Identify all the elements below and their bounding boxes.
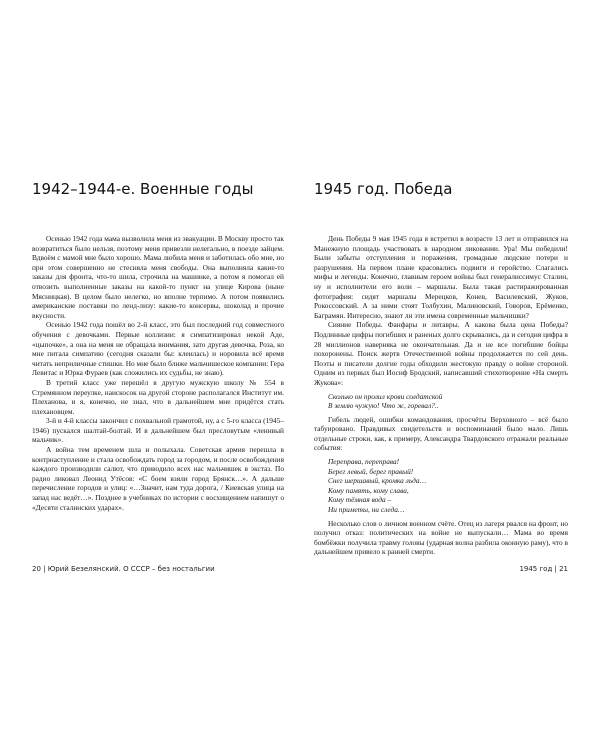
poem-line: Кому память, кому слава, <box>328 485 409 495</box>
paragraph: Сияние Победы. Фанфары и литавры. А какова была цена Победы? Подлинные цифры погибших и раненых долго скрывались, да и сегодня цифра в 28 миллионов наверняка не окончательная. Да и не все погибшие бойцы похоронены. Поиск жертв Отечественной войны продолжается по сей день. Поэты и писатели долгие годы обходили жестокую правду о войне стороной. Одним из первых был Иосиф Бродский, написавший стихотворение «На смерть Жукова»: <box>314 320 568 387</box>
paragraph: Осенью 1942 года пошёл во 2-й класс, это был последний год совместного обучения с девочками. Первые коллизии: я симпатизировал некой Аде, «цыпочке», а она на меня не обращала внимания, зато другая девочка, Роза, ко мне питала симпатию (сегодня сказали бы: клеилась) и норовила всё время читать неприличные стишки. Но мне было ближе мальчишеское компании: Гера Левитас и Юрка Фураев (как сложились их судьбы, не знаю). <box>32 320 284 378</box>
right-body-text <box>314 234 568 557</box>
poem-line: В землю чужую! Что ж, горевал?.. <box>328 401 439 411</box>
paragraph: Гибель людей, ошибки командования, просчёты Верховного – всё было табуировано. Правдивых свидетельств и воспоминаний было мало. Лишь отдельные строки, как, к примеру, Александра Твардовского отражали реальные события: <box>314 414 568 453</box>
left-body-text <box>32 234 284 512</box>
footer-right: 1945 год | 21 <box>519 565 568 573</box>
chapter-title-right: 1945 год. Победа <box>314 180 453 198</box>
paragraph: Несколько слов о личном военном счёте. Отец из лагеря рвался на фронт, но получил отказ: политических на войне не выпускали… Мама во время бомбёжки получила травму головы (ударная волна разбила оконную раму), что в дальнейшем привело к ранней смерти. <box>314 518 568 557</box>
chapter-title-left: 1942–1944-е. Военные годы <box>32 180 254 198</box>
paragraph: А война тем временем шла и полыхала. Советская армия перешла в контрнаступление и стала освобождать город за городом, и после освобождения каждого производили салют, что приводило всех нас мальчишек в экстаз. По радио ликовал Леонид Утёсов: «С боем взяли город Брянск…». А дальше перечисление городов и улиц: «…Значит, нам туда дорога, / Киевская улица на запад нас ведёт…». Позднее в учебниках по истории с восхищением напишут о «Десяти сталинских ударах». <box>32 445 284 512</box>
poem-line: Кому тёмная вода – <box>328 495 392 505</box>
paragraph: Осенью 1942 года мама вызволила меня из эвакуации. В Москву просто так возвратиться было нельзя, поэтому меня привезли нелегально, в поезде зайцем. Вдвоём с мамой мне было хорошо. Мама любила меня и заботилась обо мне, но при этом совершенно не стесняла меня свободы. Она выполняла какие-то заказы для фронта, что-то шила, строчила на машинке, а потом я помогал ей отвозить выполненные заказы на какой-то пункт на улице Кирова (ныне Мясницкая). В целом было нелегко, но вполне терпимо. А потом появились американские поставки по ленд-лизу: какие-то консервы, шоколад и прочие вкусности. <box>32 234 284 320</box>
poem-line: Берег левый, берег правый! <box>328 466 414 476</box>
right-page <box>300 0 600 750</box>
paragraph: 3-й и 4-й классы закончил с похвальной грамотой, ну, а с 5-го класса (1945–1946) пускался шалтай-болтай. И в дальнейшем был пресловутым «ленивый мальчик». <box>32 416 284 445</box>
paragraph: В третий класс уже перешёл в другую мужскую школу № 554 в Стремянном переулке, наискосок на другой стороне располагался Институт им. Плеханова, и я, конечно, не знал, что в дальнейшем мне придётся стать плехановцем. <box>32 377 284 416</box>
poem-line: Переправа, переправа! <box>328 457 400 467</box>
paragraph: День Победы 9 мая 1945 года я встретил в возрасте 13 лет и отправился на Манежную площадь участвовать в народном ликовании. Ура! Мы победили! Были забыты отступления и поражения, громадные людские потери и разрушения. На первом плане красовались подвиги и геройство. Слагались мифы и легенды. Конечно, главным героем войны был генералиссимус Сталин, ну и исполнители его воли – маршалы. Была такая растиражированная фотография: сидят маршалы Мерецков, Конев, Василевский, Жуков, Рокоссовский. А за ними стоят Толбухин, Малиновский, Говоров, Ерёменко, Баграмян. Интересно, знают ли эти имена современные мальчишки? <box>314 234 568 320</box>
poem-tvardovsky <box>328 457 568 515</box>
poem-line: Ни приметы, ни следа… <box>328 505 405 515</box>
poem-line: Сколько он пролил крови солдатской <box>328 391 443 401</box>
poem-zhukov <box>328 392 568 411</box>
footer-left: 20 | Юрий Безелянский. О СССР – без ностальгии <box>32 565 215 573</box>
poem-line: Снег шершавый, кромка льда… <box>328 476 427 486</box>
